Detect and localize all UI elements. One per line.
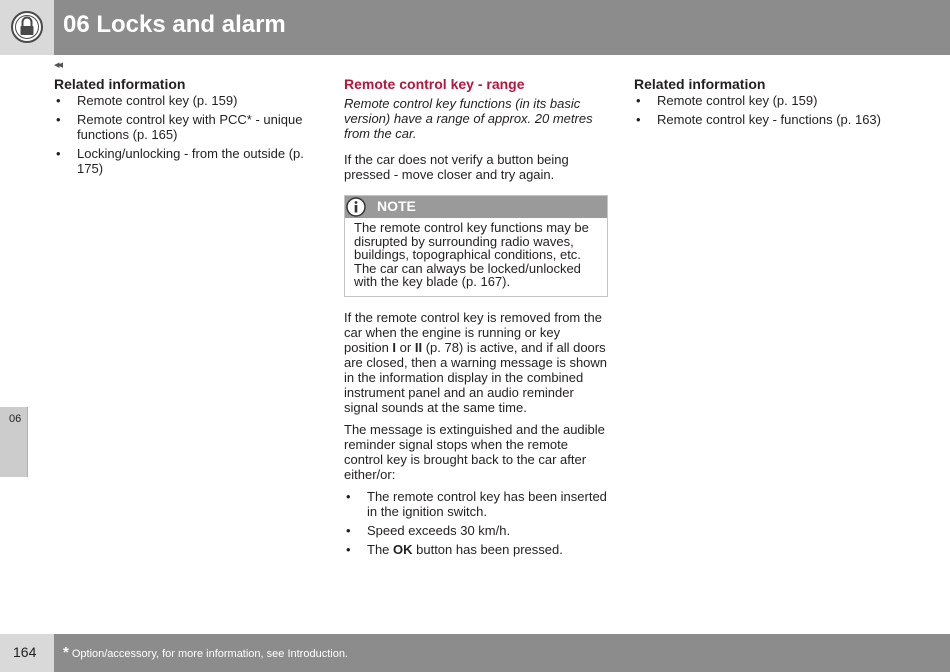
padlock-icon [0, 0, 54, 55]
related-info-list [634, 93, 904, 127]
chapter-header [0, 0, 950, 55]
main-section [344, 77, 608, 561]
page-number-box [0, 634, 54, 672]
related-info-right [634, 77, 904, 131]
list-item[interactable]: • Remote control key with PCC* - unique functions (p. 165) [54, 112, 316, 142]
page-number: 164 [13, 644, 37, 660]
list-item[interactable]: • Remote control key (p. 159) [54, 93, 316, 108]
chapter-tab-label: 06 [9, 413, 22, 425]
list-item[interactable]: • Locking/unlocking - from the outside (p. 175) [54, 146, 316, 176]
list-item[interactable]: • Remote control key - functions (p. 163) [634, 112, 904, 127]
page-footer [0, 634, 950, 672]
condition-list [344, 489, 608, 557]
note-text: The remote control key functions may be disrupted by surrounding radio waves, buildings, topographical conditions, etc. The car can always be locked/unlocked with the key blade (p. 167). [354, 220, 589, 289]
paragraph: The message is extinguished and the audible reminder signal stops when the remote control key is brought back to the car after either/or: [344, 421, 605, 482]
list-item: • The OK button has been pressed. [344, 542, 608, 557]
previous-page-arrow-icon[interactable]: ◂◂ [54, 59, 62, 71]
note-header [345, 196, 607, 218]
related-info-left [54, 77, 316, 180]
related-info-list [54, 93, 316, 176]
related-info-heading: Related information [54, 76, 186, 92]
section-intro: Remote control key functions (in its basic version) have a range of approx. 20 metres from the car. [344, 96, 593, 141]
paragraph: If the car does not verify a button being pressed - move closer and try again. [344, 152, 569, 182]
list-item: • The remote control key has been inserted in the ignition switch. [344, 489, 608, 519]
list-item[interactable]: • Remote control key (p. 159) [634, 93, 904, 108]
paragraph: If the remote control key is removed from the car when the engine is running or key position I or II (p. 78) is active, and if all doors are closed, then a warning message is shown in the information display in the combined instrument panel and an audio reminder signal sounds at the same time. [344, 309, 608, 415]
related-info-heading: Related information [634, 76, 766, 92]
list-item: • Speed exceeds 30 km/h. [344, 523, 608, 538]
note-label: NOTE [377, 198, 416, 214]
note-box [344, 195, 608, 297]
chapter-title: 06 Locks and alarm [63, 11, 286, 38]
info-icon [346, 197, 366, 217]
section-heading: Remote control key - range [344, 76, 525, 92]
footnote: * Option/accessory, for more information, see Introduction. [63, 644, 348, 661]
chapter-tab[interactable] [0, 407, 28, 477]
